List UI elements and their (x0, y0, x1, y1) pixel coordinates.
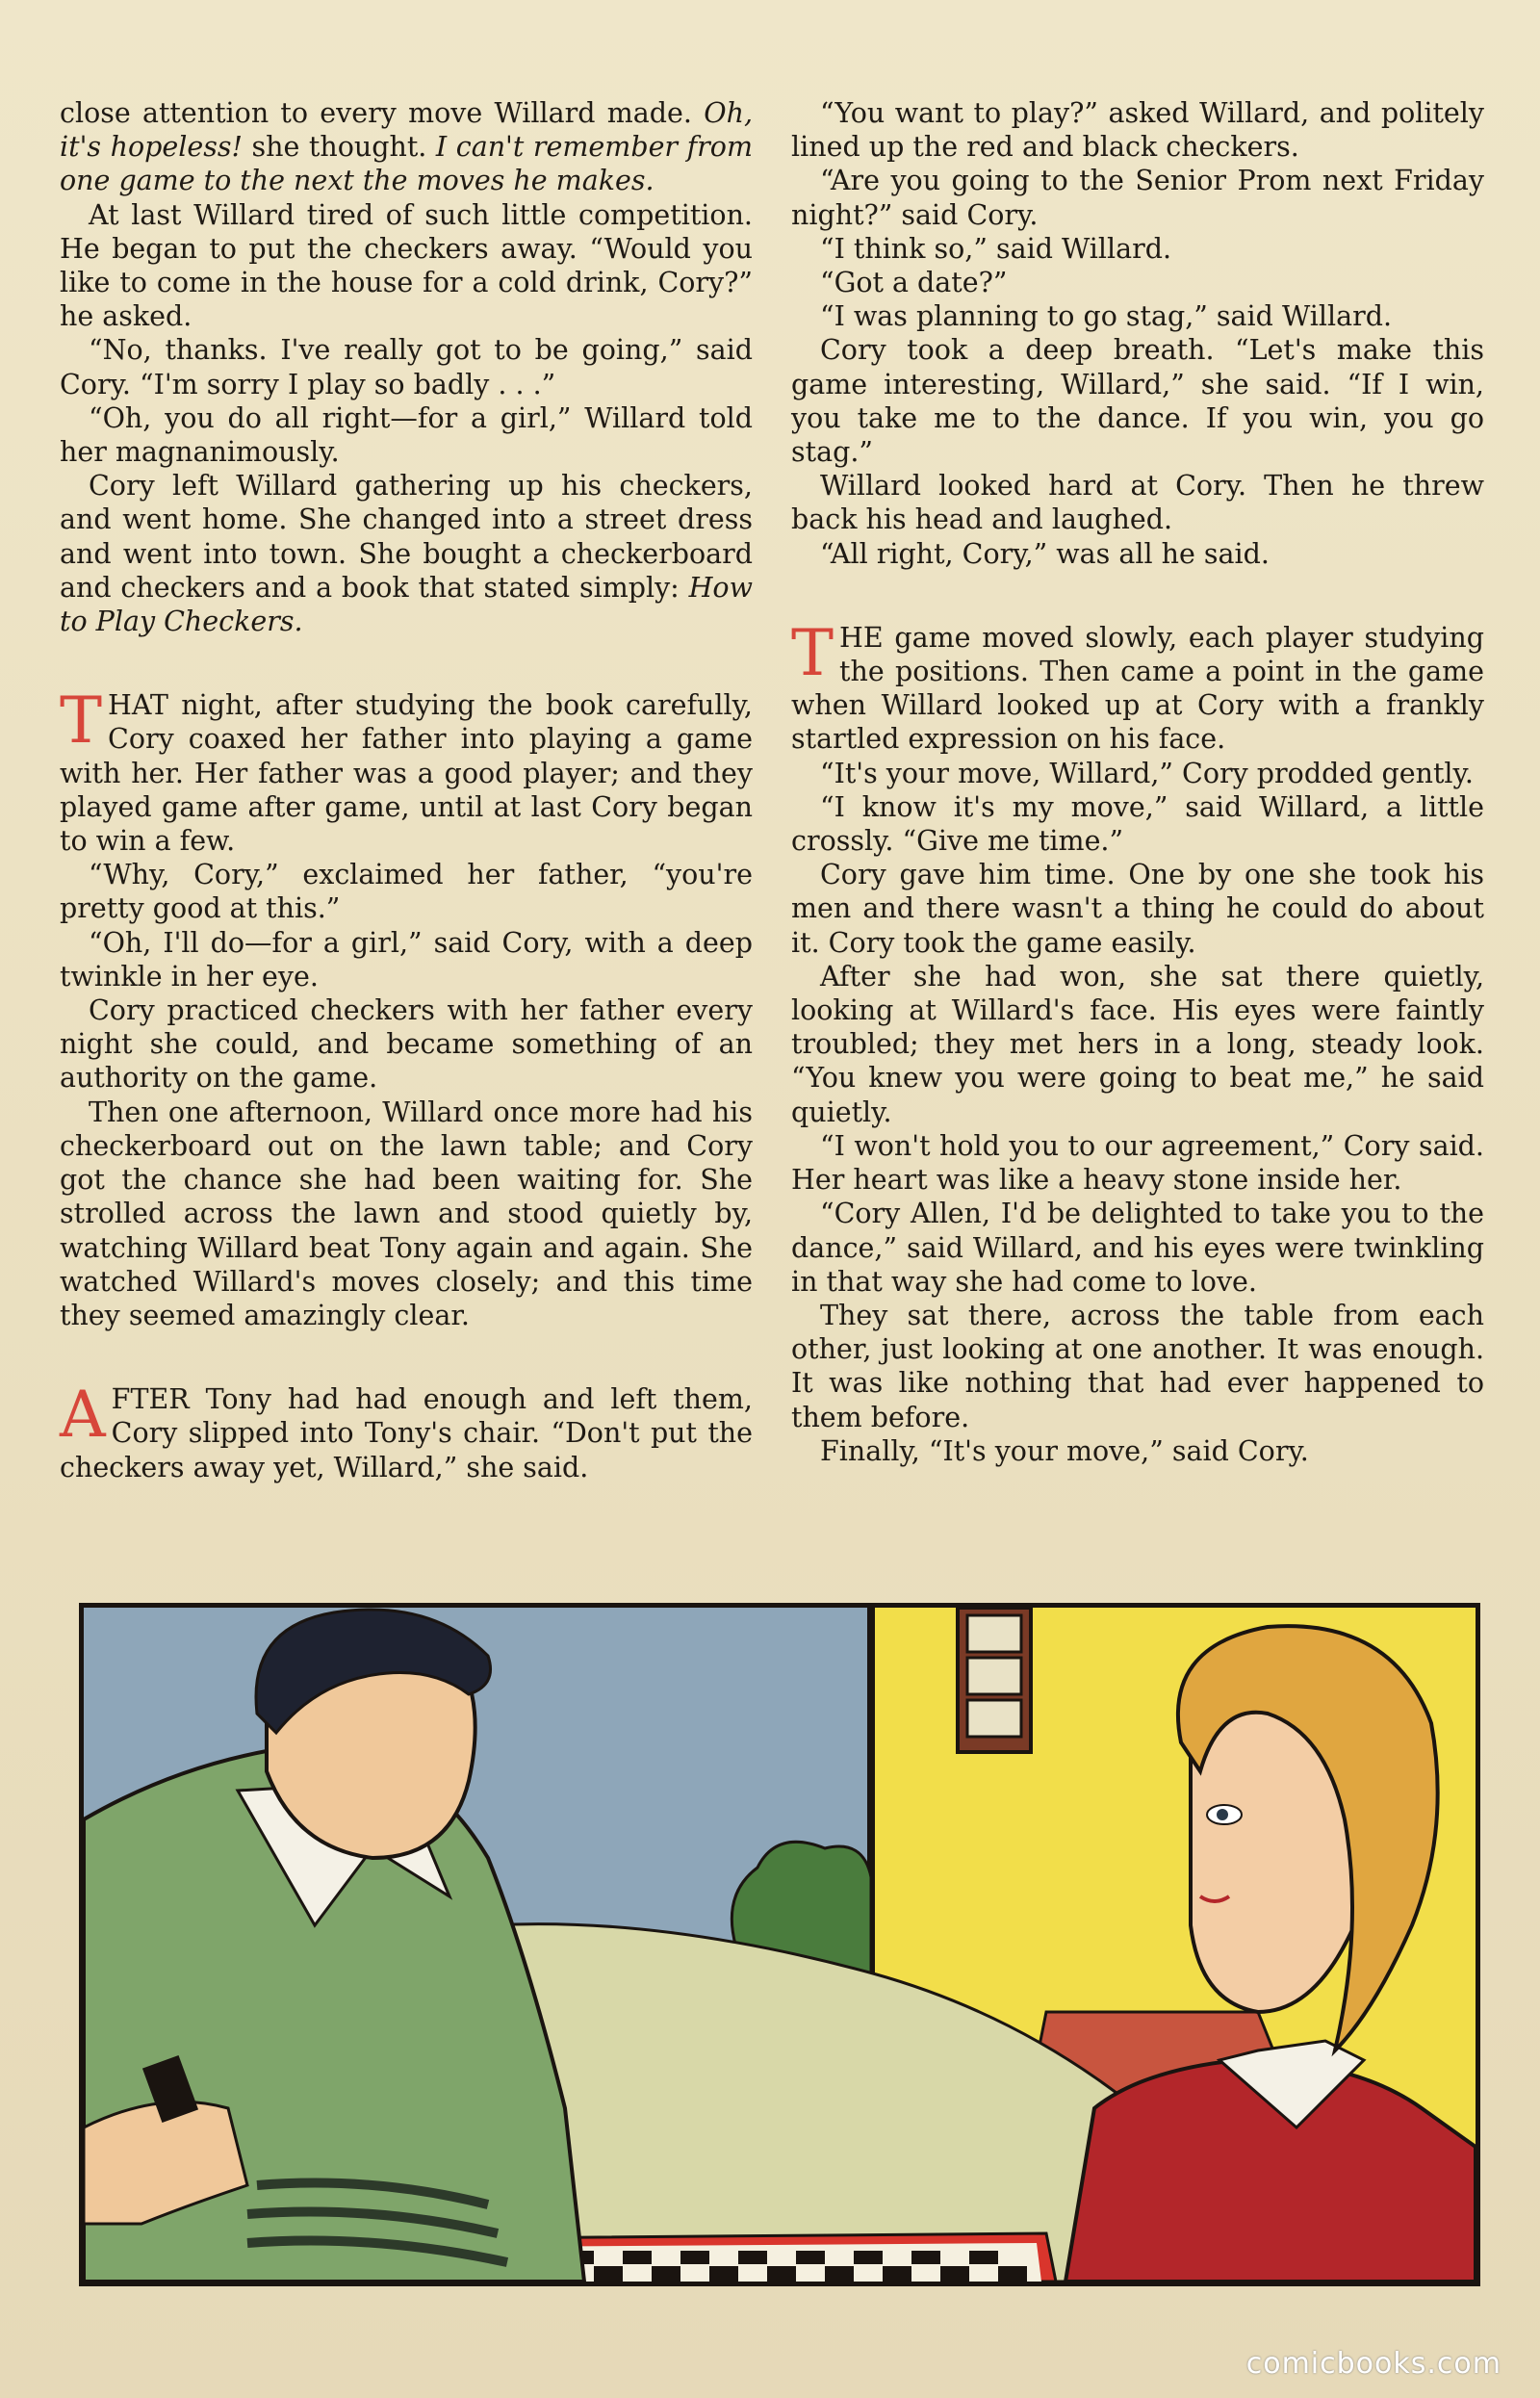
section-paragraph: AFTER Tony had had enough and left them, Cory slipped into Tony's chair. “Don't put the checkers away yet, Willard,” she said. (60, 1378, 753, 1483)
section-paragraph: THAT night, after studying the book carefully, Cory coaxed her father into playing a game with her. Her father was a good player; and they played game after game, until at last Cory began to win a few. (60, 683, 753, 858)
paragraph: “It's your move, Willard,” Cory prodded gently. (820, 757, 1474, 789)
paragraph: They sat there, across the table from each other, just looking at one another. It was enough. It was like nothing that had ever happened to them before. (791, 1299, 1484, 1433)
paragraph: “Oh, you do all right—for a girl,” Willard told her magnanimously. (60, 401, 753, 469)
paragraph: “I think so,” said Willard. (820, 232, 1172, 265)
paragraph: “Are you going to the Senior Prom next Friday night?” said Cory. (791, 165, 1484, 231)
drop-cap: T (60, 683, 103, 759)
left-text-column (60, 96, 753, 1484)
paragraph: Then one afternoon, Willard once more had his checkerboard out on the lawn table; and Cory got the chance she had been waiting for. She strolled across the lawn and stood quietly by, watching Willard beat Tony again and again. She watched Willard's moves closely; and this time they seemed amazingly clear. (60, 1096, 753, 1331)
paragraph: “You want to play?” asked Willard, and politely lined up the red and black checkers. (791, 97, 1484, 164)
paragraph: “Why, Cory,” exclaimed her father, “you're pretty good at this.” (60, 859, 753, 925)
window (958, 1608, 1031, 1752)
paragraph: close attention to every move Willard made. Oh, it's hopeless! she thought. I can't remember from one game to the next the moves he makes. (60, 97, 753, 197)
paragraph: “Oh, I'll do—for a girl,” said Cory, with a deep twinkle in her eye. (60, 926, 753, 993)
paragraph: Finally, “It's your move,” said Cory. (820, 1434, 1309, 1467)
paragraph: “Cory Allen, I'd be delighted to take you to the dance,” said Willard, and his eyes were twinkling in that way she had come to love. (791, 1198, 1484, 1298)
paragraph: “Got a date?” (820, 267, 1008, 299)
comic-illustration (84, 1608, 1476, 2282)
paragraph: Cory took a deep breath. “Let's make this game interesting, Willard,” she said. “If I win, you take me to the dance. If you win, you go stag.” (791, 334, 1484, 469)
right-text-column (791, 96, 1484, 1468)
illustration-panel (79, 1603, 1480, 2286)
paragraph: “All right, Cory,” was all he said. (820, 537, 1270, 570)
paragraph: Willard looked hard at Cory. Then he threw back his head and laughed. (791, 470, 1484, 536)
paragraph: “No, thanks. I've really got to be going,” said Cory. “I'm sorry I play so badly . . .” (60, 334, 753, 400)
section-paragraph: THE game moved slowly, each player studying the positions. Then came a point in the game when Willard looked up at Cory with a frankly startled expression on his face. (791, 615, 1484, 756)
drop-cap: A (60, 1378, 106, 1453)
paragraph: At last Willard tired of such little competition. He began to put the checkers away. “Would you like to come in the house for a cold drink, Cory?” he asked. (60, 198, 753, 333)
paragraph: “I won't hold you to our agreement,” Cory said. Her heart was like a heavy stone inside her. (791, 1129, 1484, 1197)
paragraph: Cory practiced checkers with her father every night she could, and became something of an authority on the game. (60, 994, 753, 1095)
paragraph: Cory left Willard gathering up his checkers, and went home. She changed into a street dress and went into town. She bought a checkerboard and checkers and a book that stated simply: How to Play Checkers. (60, 470, 753, 638)
watermark: comicbooks.com (1245, 2347, 1502, 2381)
paragraph: “I was planning to go stag,” said Willard. (820, 300, 1393, 333)
paragraph: After she had won, she sat there quietly, looking at Willard's face. His eyes were faintly troubled; they met hers in a long, steady look. “You knew you were going to beat me,” he said quietly. (791, 960, 1484, 1128)
paragraph: “I know it's my move,” said Willard, a little crossly. “Give me time.” (791, 790, 1484, 858)
drop-cap: T (791, 615, 834, 690)
paragraph: Cory gave him time. One by one she took his men and there wasn't a thing he could do about it. Cory took the game easily. (791, 859, 1484, 959)
